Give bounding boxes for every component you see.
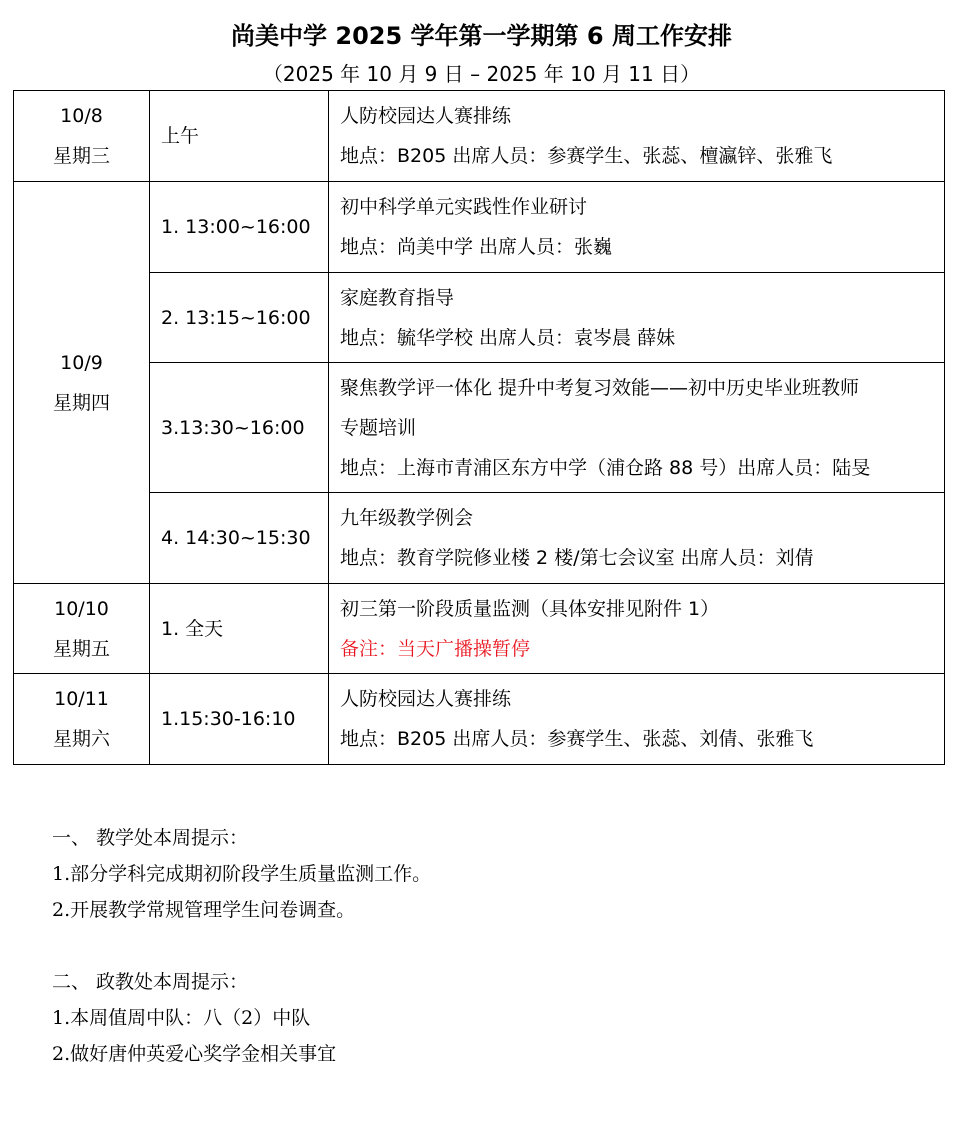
table-row — [14, 91, 945, 182]
date-label: 10/9 — [60, 351, 103, 374]
content-cell — [329, 584, 945, 674]
date-cell — [14, 182, 150, 584]
content-cell — [329, 493, 945, 584]
event-location: 地点：B205 出席人员：参赛学生、张蕊、檀瀛锌、张雅飞 — [340, 145, 833, 167]
time-cell: 1. 13:00~16:00 — [150, 182, 329, 273]
event-title: 人防校园达人赛排练 — [340, 688, 512, 710]
date-cell — [14, 91, 150, 182]
table-row — [14, 584, 945, 674]
event-title: 九年级教学例会 — [340, 507, 474, 529]
teaching-note-item: 2.开展教学常规管理学生问卷调查。 — [52, 899, 356, 921]
schedule-table — [13, 90, 945, 765]
date-cell — [14, 674, 150, 765]
event-title: 家庭教育指导 — [340, 286, 455, 309]
event-title: 初中科学单元实践性作业研讨 — [340, 196, 588, 218]
political-note-item: 1.本周值周中队：八（2）中队 — [52, 1007, 311, 1029]
event-note: 备注：当天广播操暂停 — [340, 637, 531, 660]
time-cell: 1.15:30-16:10 — [150, 674, 329, 765]
weekday-label: 星期三 — [52, 145, 110, 167]
teaching-notes-heading: 一、 教学处本周提示： — [52, 827, 249, 849]
table-row — [14, 674, 945, 765]
weekly-notes — [52, 820, 932, 1072]
event-title: 初三第一阶段质量监测（具体安排见附件 1） — [340, 597, 720, 620]
date-label: 10/8 — [60, 105, 103, 127]
table-row — [14, 363, 945, 493]
event-location: 地点：教育学院修业楼 2 楼/第七会议室 出席人员：刘倩 — [340, 547, 814, 569]
content-cell — [329, 674, 945, 765]
event-location: 地点：上海市青浦区东方中学（浦仓路 88 号）出席人员：陆旻 — [340, 456, 871, 479]
time-cell: 3.13:30~16:00 — [150, 363, 329, 493]
political-note-item: 2.做好唐仲英爱心奖学金相关事宜 — [52, 1043, 337, 1065]
table-row — [14, 493, 945, 584]
date-cell — [14, 584, 150, 674]
teaching-note-item: 1.部分学科完成期初阶段学生质量监测工作。 — [52, 863, 432, 885]
time-cell: 1. 全天 — [150, 584, 329, 674]
time-cell: 2. 13:15~16:00 — [150, 273, 329, 363]
date-range-subtitle: （2025 年 10 月 9 日 – 2025 年 10 月 11 日） — [262, 62, 701, 86]
event-title-continued: 专题培训 — [340, 416, 417, 439]
date-label: 10/11 — [54, 688, 109, 710]
content-cell — [329, 182, 945, 273]
weekday-label: 星期六 — [52, 728, 110, 750]
event-location: 地点：毓华学校 出席人员：袁岑晨 薛妹 — [340, 326, 676, 349]
political-notes-heading: 二、 政教处本周提示： — [52, 971, 249, 993]
time-cell: 4. 14:30~15:30 — [150, 493, 329, 584]
date-label: 10/10 — [54, 597, 109, 620]
time-cell: 上午 — [150, 91, 329, 182]
section-spacer — [52, 928, 932, 964]
weekday-label: 星期四 — [52, 391, 110, 414]
event-location: 地点：尚美中学 出席人员：张巍 — [340, 236, 613, 258]
event-title: 聚焦教学评一体化 提升中考复习效能——初中历史毕业班教师 — [340, 376, 860, 399]
content-cell — [329, 91, 945, 182]
table-row — [14, 273, 945, 363]
weekday-label: 星期五 — [52, 637, 110, 660]
table-row — [14, 182, 945, 273]
content-cell — [329, 363, 945, 493]
document-title: 尚美中学 2025 学年第一学期第 6 周工作安排 — [231, 22, 732, 50]
content-cell — [329, 273, 945, 363]
event-location: 地点：B205 出席人员：参赛学生、张蕊、刘倩、张雅飞 — [340, 728, 814, 750]
event-title: 人防校园达人赛排练 — [340, 105, 512, 127]
